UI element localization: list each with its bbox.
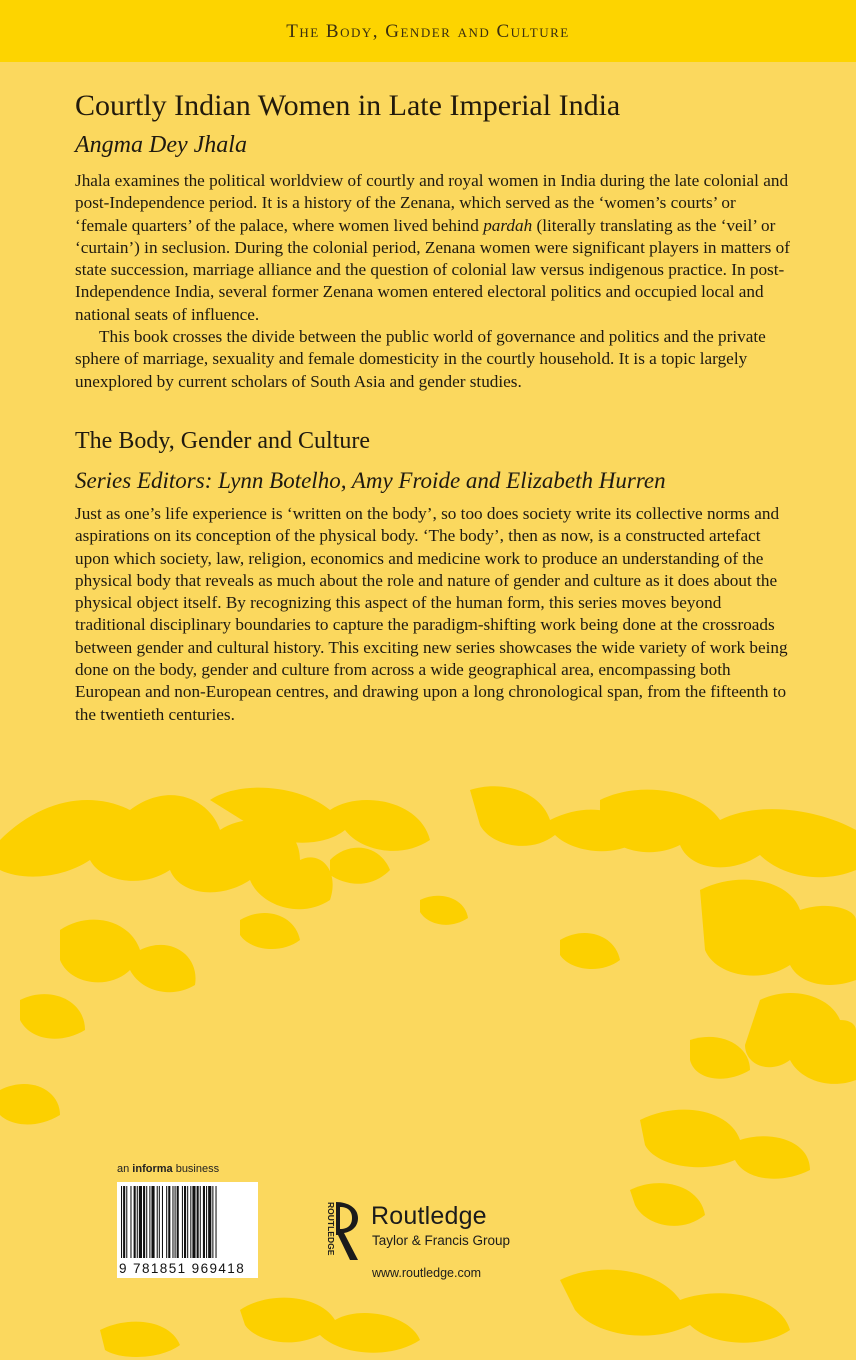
informa-prefix: an bbox=[117, 1163, 133, 1175]
barcode-bar bbox=[203, 1186, 205, 1258]
barcode-bar bbox=[177, 1186, 179, 1258]
barcode-bar bbox=[166, 1186, 167, 1258]
barcode-bar bbox=[168, 1186, 170, 1258]
routledge-logo-icon bbox=[318, 1198, 364, 1268]
series-description: Just as one’s life experience is ‘written on the body’, so too does society write its collective norms and aspirations on its conception of the physical body. ‘The body’, then as now, is a constructed artefact upon which society, law, religion, economics and medicine work to produce an understanding of the physical body that reveals as much about the role and nature of gender and culture as it does about the physical object itself. By recognizing this aspect of the human form, this series moves beyond traditional disciplinary boundaries to capture the paradigm-shifting work being done at the crossroads between gender and cultural history. This exciting new series showcases the wide variety of work being done on the body, gender and culture from across a wide geographical area, encompassing both European and non-European centres, and drawing upon a long chronological span, from the fifteenth to the twentieth centuries. bbox=[75, 503, 788, 724]
barcode-bar bbox=[130, 1186, 131, 1258]
barcode-bar bbox=[151, 1186, 154, 1258]
barcode-bar bbox=[182, 1186, 183, 1258]
book-description-paragraph-2: This book crosses the divide between the public world of governance and politics and the private sphere of marriage, sexuality and female domesticity in the courtly household. It is a topic largely unexplored by current scholars of South Asia and gender studies. bbox=[75, 327, 766, 391]
series-band-title: The Body, Gender and Culture bbox=[286, 21, 570, 42]
book-title: Courtly Indian Women in Late Imperial India bbox=[75, 89, 621, 122]
book-author: Angma Dey Jhala bbox=[75, 132, 247, 158]
barcode-bar bbox=[190, 1186, 191, 1258]
barcode-bar bbox=[123, 1186, 125, 1258]
publisher-name: Routledge bbox=[371, 1202, 487, 1230]
barcode-bar bbox=[200, 1186, 201, 1258]
series-editors: Series Editors: Lynn Botelho, Amy Froide and Elizabeth Hurren bbox=[75, 467, 666, 493]
barcode bbox=[117, 1182, 258, 1278]
informa-brand: informa bbox=[132, 1163, 173, 1175]
para1-emphasis: pardah bbox=[483, 215, 533, 235]
barcode-bar bbox=[175, 1186, 176, 1258]
logo-vertical-text: ROUTLEDGE bbox=[326, 1202, 336, 1256]
barcode-bar bbox=[206, 1186, 207, 1258]
barcode-bar bbox=[137, 1186, 138, 1258]
barcode-bar bbox=[157, 1186, 158, 1258]
informa-suffix: business bbox=[172, 1163, 220, 1175]
barcode-bar bbox=[146, 1186, 147, 1258]
barcode-bar bbox=[134, 1186, 136, 1258]
barcode-bar bbox=[121, 1186, 122, 1258]
barcode-bar bbox=[126, 1186, 127, 1258]
barcode-bar bbox=[216, 1186, 217, 1258]
barcode-bar bbox=[208, 1186, 211, 1258]
barcode-bar bbox=[162, 1186, 163, 1258]
back-cover-text bbox=[75, 88, 791, 726]
barcode-bar bbox=[197, 1186, 199, 1258]
barcode-bar bbox=[192, 1186, 195, 1258]
informa-tagline bbox=[117, 1163, 219, 1175]
barcode-bar bbox=[187, 1186, 188, 1258]
para1-text-a: Jhala examines the political worldview of courtly and royal women in India during the late colonial and post-Independence period. It is a history of the Zenana, which served as the ‘women’s courts’ or ‘female quarters’ of the palace, where women lived behind bbox=[75, 171, 789, 235]
barcode-bar bbox=[184, 1186, 186, 1258]
barcode-bar bbox=[172, 1186, 173, 1258]
barcode-bar bbox=[143, 1186, 145, 1258]
publisher-group: Taylor & Francis Group bbox=[372, 1233, 511, 1248]
barcode-bar bbox=[149, 1186, 150, 1258]
barcode-bar bbox=[159, 1186, 160, 1258]
barcode-bar bbox=[212, 1186, 213, 1258]
para1-text-b: (literally translating as the ‘veil’ or ‘curtain’) in seclusion. During the colonial period, Zenana women were significant players in matters of state succession, marriage alliance and the question of colonial law versus indigenous practice. In post-Independence India, several former Zenana women entered electoral politics and occupied local and national seats of influence. bbox=[75, 215, 790, 324]
series-band bbox=[0, 0, 856, 62]
barcode-bar bbox=[139, 1186, 142, 1258]
series-heading: The Body, Gender and Culture bbox=[75, 427, 371, 454]
publisher-url[interactable]: www.routledge.com bbox=[372, 1266, 482, 1280]
isbn-number: 9 781851 969418 bbox=[119, 1261, 246, 1276]
barcode-bars bbox=[117, 1182, 258, 1262]
book-description-paragraph-1 bbox=[75, 170, 791, 326]
